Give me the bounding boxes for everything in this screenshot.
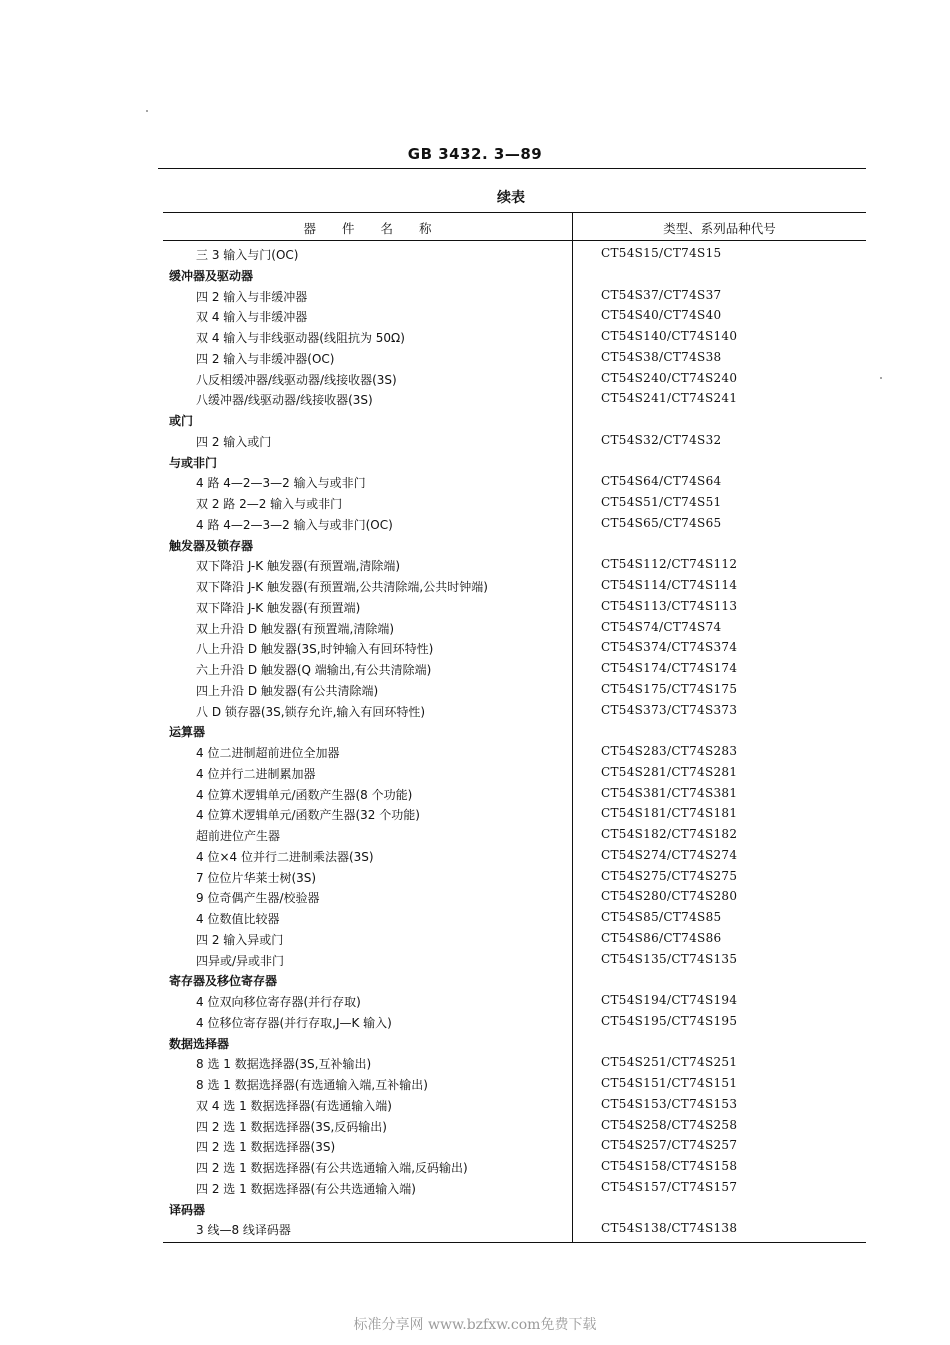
device-code: CT54S257/CT74S257 <box>601 1138 738 1153</box>
table-row <box>163 949 866 970</box>
device-code: CT54S15/CT74S15 <box>601 246 722 260</box>
device-code: CT54S283/CT74S283 <box>601 744 738 758</box>
table-row <box>163 617 866 638</box>
device-code: CT54S281/CT74S281 <box>601 764 738 779</box>
device-code: CT54S40/CT74S40 <box>601 308 722 323</box>
device-name: 四 2 选 1 数据选择器(有公共选通输入端) <box>196 1181 416 1196</box>
device-name: 超前进位产生器 <box>196 829 281 843</box>
device-code: CT54S381/CT74S381 <box>601 785 738 800</box>
device-name: 四上升沿 D 触发器(有公共清除端) <box>196 683 379 698</box>
category-row <box>163 534 866 555</box>
category-row <box>163 1032 866 1053</box>
table-row <box>163 1135 866 1156</box>
table-row <box>163 741 866 762</box>
table-row <box>163 554 866 575</box>
document-code: GB 3432. 3—89 <box>407 145 543 163</box>
table-row <box>163 762 866 783</box>
device-name: 或门 <box>169 414 194 428</box>
table-row <box>163 492 866 513</box>
device-code: CT54S157/CT74S157 <box>601 1179 738 1194</box>
device-code: CT54S37/CT74S37 <box>601 287 722 302</box>
device-name: 四 2 输入与非缓冲器(OC) <box>196 351 335 366</box>
device-code: CT54S140/CT74S140 <box>601 329 738 343</box>
device-code: CT54S86/CT74S86 <box>601 930 722 945</box>
table-row <box>163 1011 866 1032</box>
device-name: 八缓冲器/线驱动器/线接收器(3S) <box>196 393 373 408</box>
table-row <box>163 285 866 306</box>
device-name: 寄存器及移位寄存器 <box>169 974 278 989</box>
category-row <box>163 1198 866 1219</box>
device-name: 3 线—8 线译码器 <box>196 1223 291 1238</box>
table-row <box>163 1156 866 1177</box>
device-code: CT54S153/CT74S153 <box>601 1096 738 1111</box>
device-code: CT54S32/CT74S32 <box>601 432 722 447</box>
device-code: CT54S74/CT74S74 <box>601 619 722 634</box>
table-row <box>163 596 866 617</box>
device-code: CT54S275/CT74S275 <box>601 868 738 883</box>
watermark-footer: 标准分享网 www.bzfxw.com免费下载 <box>353 1317 597 1333</box>
table-row <box>163 700 866 721</box>
device-name: 缓冲器及驱动器 <box>169 268 254 283</box>
table-row <box>163 1177 866 1198</box>
table-row <box>163 1052 866 1073</box>
table-row <box>163 326 866 347</box>
device-name: 四 2 输入异或门 <box>196 932 284 947</box>
category-row <box>163 409 866 430</box>
device-name: 双 4 输入与非缓冲器 <box>196 310 308 325</box>
device-code: CT54S374/CT74S374 <box>601 640 738 655</box>
table-row <box>163 783 866 804</box>
device-code: CT54S251/CT74S251 <box>601 1055 738 1070</box>
device-code: CT54S64/CT74S64 <box>601 474 722 489</box>
table-row <box>163 886 866 907</box>
device-name: 四 2 输入与非缓冲器 <box>196 289 308 304</box>
category-row <box>163 264 866 285</box>
device-code: CT54S85/CT74S85 <box>601 910 722 924</box>
table-caption: 续表 <box>497 190 525 206</box>
category-row <box>163 720 866 741</box>
device-code: CT54S280/CT74S280 <box>601 889 738 904</box>
table-row <box>163 471 866 492</box>
table-row <box>163 679 866 700</box>
table-body <box>163 241 866 1242</box>
device-name: 双 4 输入与非线驱动器(线阻抗为 50Ω) <box>196 331 405 345</box>
device-name: 8 选 1 数据选择器(有选通输入端,互补输出) <box>196 1078 428 1092</box>
device-name: 触发器及锁存器 <box>169 538 254 553</box>
table-header <box>163 213 866 241</box>
device-name: 八反相缓冲器/线驱动器/线接收器(3S) <box>196 372 397 387</box>
device-name: 双上升沿 D 触发器(有预置端,清除端) <box>196 621 395 636</box>
device-code: CT54S240/CT74S240 <box>601 370 738 385</box>
device-code: CT54S182/CT74S182 <box>601 827 738 841</box>
device-code: CT54S65/CT74S65 <box>601 515 722 530</box>
device-name: 八 D 锁存器(3S,锁存允许,输入有回环特性) <box>196 704 426 719</box>
device-code: CT54S112/CT74S112 <box>601 557 738 572</box>
device-code: CT54S373/CT74S373 <box>601 702 738 717</box>
table-row <box>163 243 866 264</box>
device-name: 4 位移位寄存器(并行存取,J—K 输入) <box>196 1015 392 1030</box>
table-row <box>163 990 866 1011</box>
device-name: 运算器 <box>169 725 206 740</box>
table-row <box>163 1218 866 1239</box>
category-row <box>163 969 866 990</box>
header-rule <box>158 168 866 169</box>
device-name: 4 路 4—2—3—2 输入与或非门 <box>196 476 366 491</box>
device-code: CT54S38/CT74S38 <box>601 349 722 364</box>
device-code: CT54S174/CT74S174 <box>601 661 738 675</box>
table-row <box>163 1094 866 1115</box>
device-code: CT54S194/CT74S194 <box>601 993 738 1007</box>
device-code: CT54S241/CT74S241 <box>601 391 738 406</box>
table-row <box>163 907 866 928</box>
device-name: 4 路 4—2—3—2 输入与或非门(OC) <box>196 517 393 532</box>
device-code: CT54S138/CT74S138 <box>601 1221 738 1236</box>
device-name: 4 位数值比较器 <box>196 912 280 926</box>
device-name: 双 4 选 1 数据选择器(有选通输入端) <box>196 1098 392 1113</box>
device-name: 四 2 选 1 数据选择器(3S) <box>196 1140 336 1155</box>
device-name: 六上升沿 D 触发器(Q 端输出,有公共清除端) <box>196 663 432 677</box>
device-name: 三 3 输入与门(OC) <box>196 248 299 262</box>
device-name: 双下降沿 J-K 触发器(有预置端) <box>196 600 361 615</box>
table-row <box>163 388 866 409</box>
device-code: CT54S114/CT74S114 <box>601 578 738 592</box>
table-row <box>163 1073 866 1094</box>
device-code: CT54S258/CT74S258 <box>601 1117 738 1132</box>
table-row <box>163 305 866 326</box>
device-name: 9 位奇偶产生器/校验器 <box>196 891 320 906</box>
device-code: CT54S181/CT74S181 <box>601 806 738 821</box>
table-row <box>163 866 866 887</box>
device-code: CT54S151/CT74S151 <box>601 1076 738 1090</box>
device-name: 四异或/异或非门 <box>196 953 285 968</box>
device-name: 译码器 <box>169 1202 206 1217</box>
device-name: 双下降沿 J-K 触发器(有预置端,公共清除端,公共时钟端) <box>196 580 488 594</box>
device-table <box>163 212 866 1243</box>
device-name: 四 2 选 1 数据选择器(有公共选通输入端,反码输出) <box>196 1161 468 1175</box>
device-code: CT54S158/CT74S158 <box>601 1159 738 1173</box>
scan-speck <box>146 110 148 112</box>
device-name: 4 位算术逻辑单元/函数产生器(32 个功能) <box>196 808 420 823</box>
table-row <box>163 347 866 368</box>
table-row <box>163 803 866 824</box>
device-code: CT54S175/CT74S175 <box>601 681 738 696</box>
device-name: 与或非门 <box>169 455 218 470</box>
table-row <box>163 637 866 658</box>
column-header-code: 类型、系列品种代号 <box>663 221 776 236</box>
table-row <box>163 1115 866 1136</box>
column-header-name: 器件名称 <box>303 221 458 236</box>
device-name: 4 位×4 位并行二进制乘法器(3S) <box>196 849 374 864</box>
device-code: CT54S113/CT74S113 <box>601 598 738 613</box>
device-name: 7 位位片华莱士树(3S) <box>196 870 317 885</box>
device-name: 4 位并行二进制累加器 <box>196 766 316 781</box>
table-row <box>163 368 866 389</box>
device-name: 4 位双向移位寄存器(并行存取) <box>196 995 361 1009</box>
device-code: CT54S274/CT74S274 <box>601 847 738 862</box>
device-name: 4 位二进制超前进位全加器 <box>196 746 340 760</box>
table-row <box>163 845 866 866</box>
table-row <box>163 513 866 534</box>
device-code: CT54S135/CT74S135 <box>601 951 738 966</box>
device-name: 双 2 路 2—2 输入与或非门 <box>196 497 343 511</box>
device-code: CT54S51/CT74S51 <box>601 495 722 509</box>
device-name: 四 2 选 1 数据选择器(3S,反码输出) <box>196 1119 387 1134</box>
scan-speck <box>880 377 882 379</box>
device-name: 4 位算术逻辑单元/函数产生器(8 个功能) <box>196 787 413 802</box>
table-row <box>163 824 866 845</box>
device-code: CT54S195/CT74S195 <box>601 1013 738 1028</box>
device-name: 数据选择器 <box>169 1036 230 1051</box>
category-row <box>163 451 866 472</box>
device-name: 八上升沿 D 触发器(3S,时钟输入有回环特性) <box>196 642 434 657</box>
table-row <box>163 430 866 451</box>
table-row <box>163 928 866 949</box>
table-row <box>163 575 866 596</box>
device-name: 四 2 输入或门 <box>196 434 272 449</box>
device-name: 双下降沿 J-K 触发器(有预置端,清除端) <box>196 559 401 574</box>
table-row <box>163 658 866 679</box>
device-name: 8 选 1 数据选择器(3S,互补输出) <box>196 1057 372 1072</box>
